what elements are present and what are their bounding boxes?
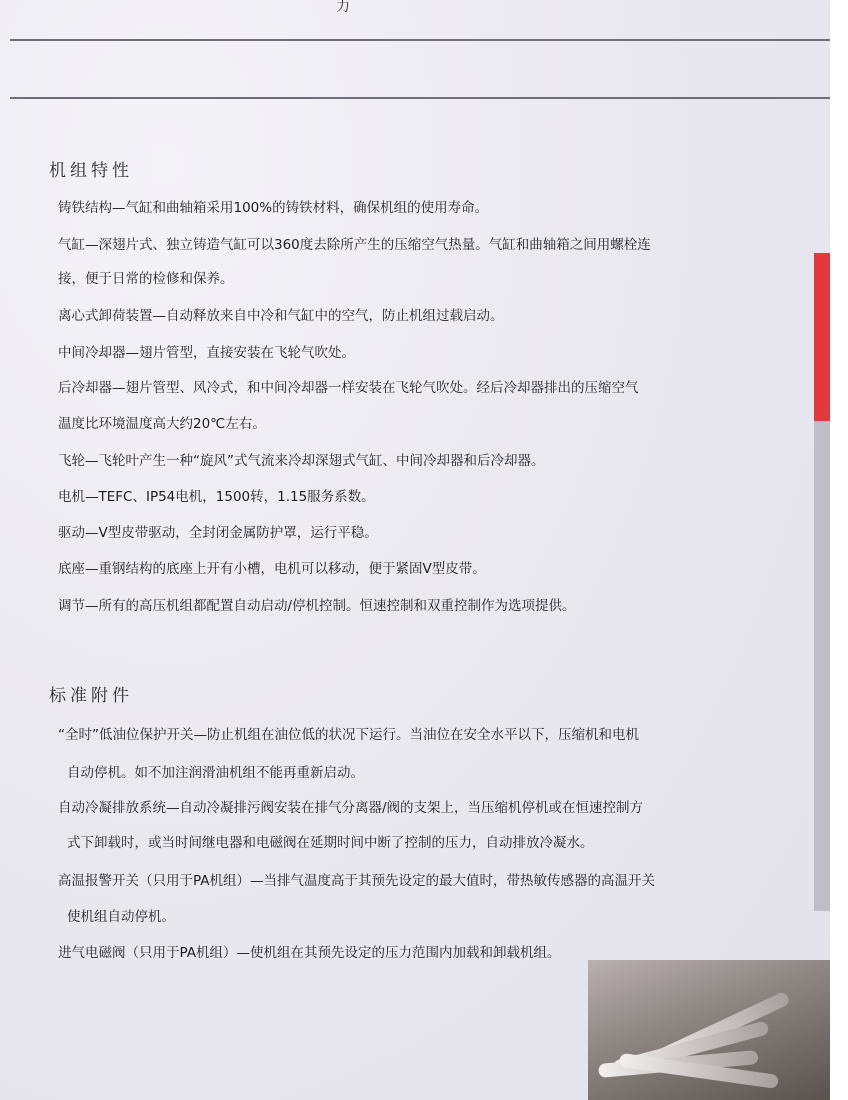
feature-line: 飞轮—飞轮叶产生一种“旋风”式气流来冷却深翅式气缸、中间冷却器和后冷却器。 <box>58 453 545 469</box>
feature-line: 电机—TEFC、IP54电机，1500转，1.15服务系数。 <box>58 489 375 505</box>
side-tab-red <box>814 253 830 421</box>
feature-line: 接，便于日常的检修和保养。 <box>58 271 234 287</box>
accessory-line: 自动停机。如不加注润滑油机组不能再重新启动。 <box>67 765 364 781</box>
feature-line: 铸铁结构—气缸和曲轴箱采用100%的铸铁材料，确保机组的使用寿命。 <box>58 200 489 216</box>
accessory-line: 式下卸载时，或当时间继电器和电磁阀在延期时间中断了控制的压力，自动排放冷凝水。 <box>67 835 594 851</box>
accessory-line: 高温报警开关（只用于PA机组）—当排气温度高于其预先设定的最大值时，带热敏传感器的高温开关 <box>58 873 656 889</box>
feature-line: 调节—所有的高压机组都配置自动启动/停机控制。恒速控制和双重控制作为选项提供。 <box>58 598 576 614</box>
section-title-accessories: 标准附件 <box>49 686 133 706</box>
header-rule-bottom <box>10 97 830 99</box>
feature-line: 气缸—深翅片式、独立铸造气缸可以360度去除所产生的压缩空气热量。气缸和曲轴箱之间用螺栓连 <box>58 237 651 253</box>
feature-line: 底座—重钢结构的底座上开有小槽，电机可以移动，便于紧固V型皮带。 <box>58 561 486 577</box>
accessory-line: “全时”低油位保护开关—防止机组在油位低的状况下运行。当油位在安全水平以下，压缩机和电机 <box>58 727 639 743</box>
header-mark: 力 <box>336 0 350 15</box>
feature-line: 离心式卸荷装置—自动释放来自中冷和气缸中的空气，防止机组过载启动。 <box>58 308 504 324</box>
side-tab-grey <box>814 421 830 911</box>
feature-line: 驱动—V型皮带驱动，全封闭金属防护罩，运行平稳。 <box>58 525 378 541</box>
flywheel-photo <box>588 960 830 1100</box>
page-edge <box>830 0 848 1100</box>
accessory-line: 进气电磁阀（只用于PA机组）—使机组在其预先设定的压力范围内加载和卸载机组。 <box>58 945 561 961</box>
feature-line: 温度比环境温度高大约20℃左右。 <box>58 416 266 432</box>
accessory-line: 使机组自动停机。 <box>67 909 175 925</box>
accessory-line: 自动冷凝排放系统—自动冷凝排污阀安装在排气分离器/阀的支架上，当压缩机停机或在恒速控制方 <box>58 800 644 816</box>
feature-line: 后冷却器—翅片管型、风冷式，和中间冷却器一样安装在飞轮气吹处。经后冷却器排出的压缩空气 <box>58 380 639 396</box>
header-rule-top <box>10 39 830 41</box>
feature-line: 中间冷却器—翅片管型，直接安装在飞轮气吹处。 <box>58 345 355 361</box>
section-title-features: 机组特性 <box>49 161 133 181</box>
